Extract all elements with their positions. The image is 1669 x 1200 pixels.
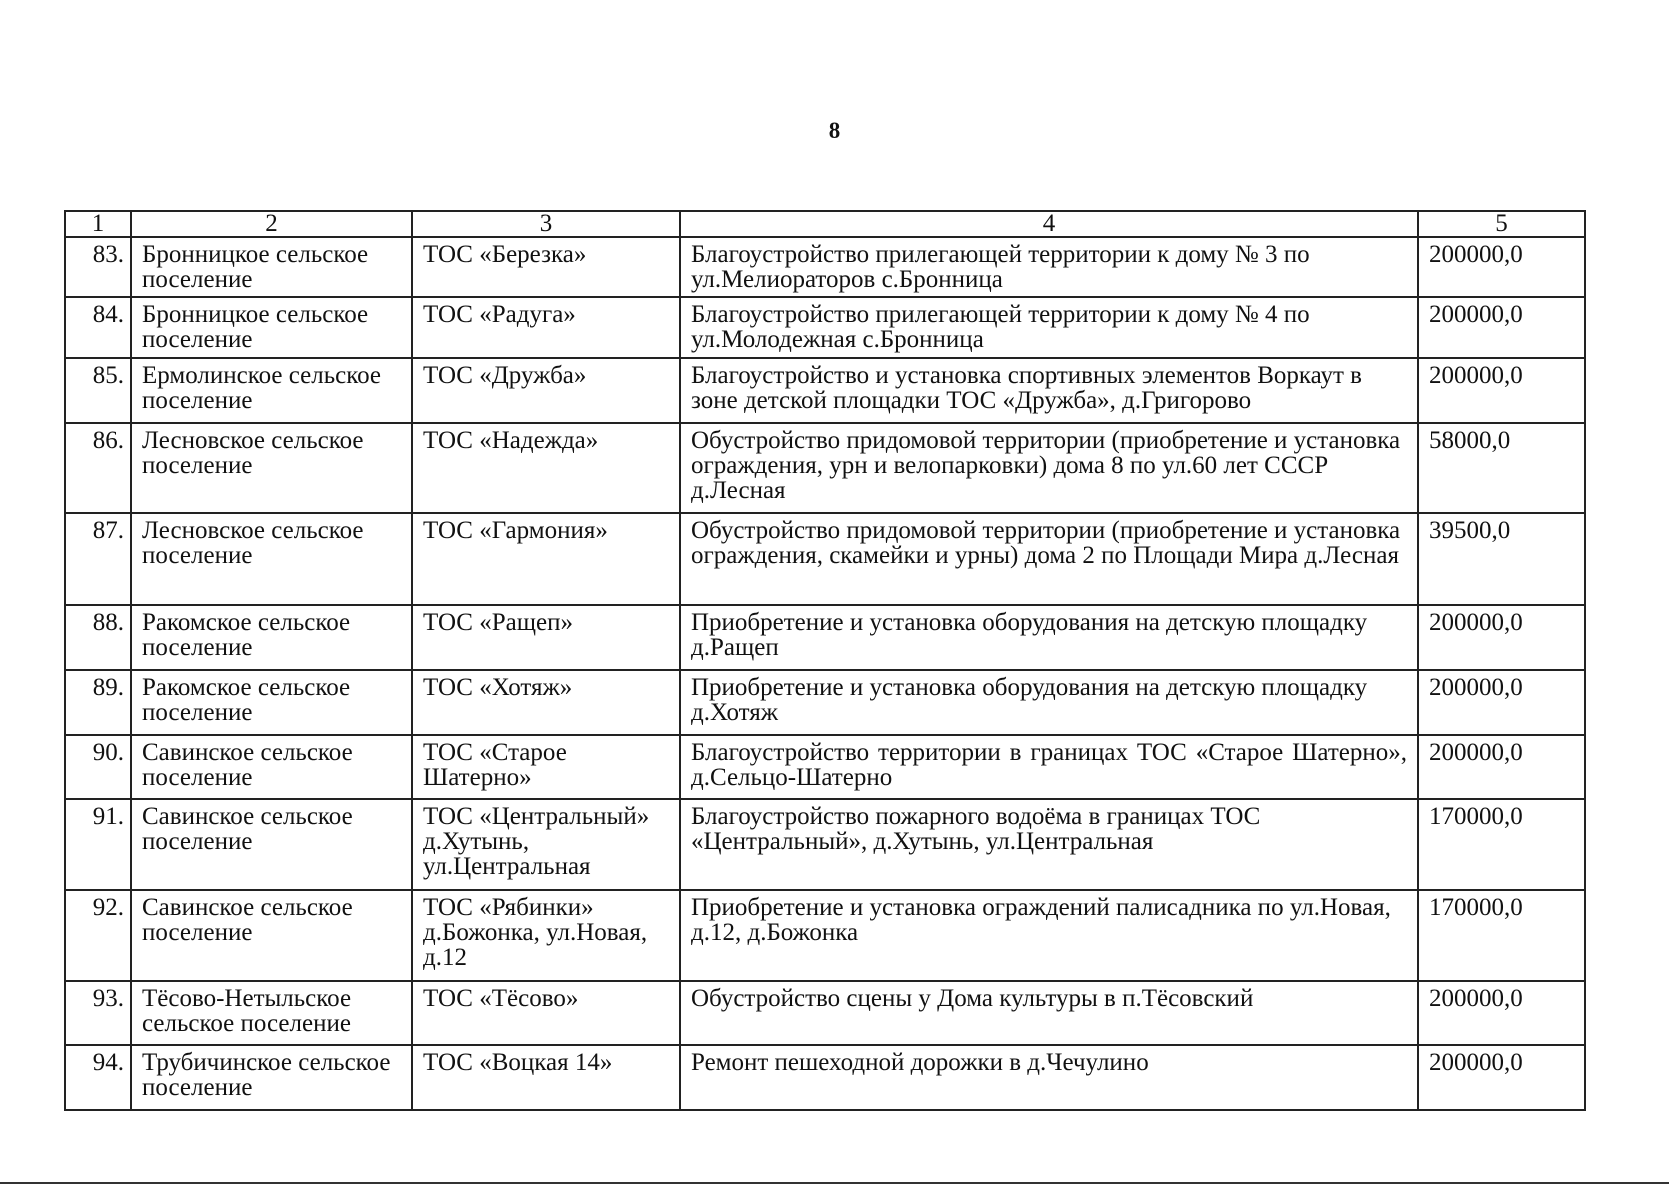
table-row bbox=[65, 358, 1585, 423]
tos-name: ТОС «Гармония» bbox=[412, 513, 680, 605]
settlement-name: Савинское сельское поселение bbox=[131, 799, 412, 890]
table-row bbox=[65, 670, 1585, 735]
row-number: 88. bbox=[65, 605, 131, 670]
grant-amount: 170000,0 bbox=[1418, 890, 1585, 981]
settlement-name: Савинское сельское поселение bbox=[131, 890, 412, 981]
row-number: 94. bbox=[65, 1045, 131, 1110]
table-row bbox=[65, 981, 1585, 1045]
grant-amount: 39500,0 bbox=[1418, 513, 1585, 605]
project-description: Благоустройство пожарного водоёма в границах ТОС «Центральный», д.Хутынь, ул.Центральная bbox=[680, 799, 1418, 890]
table-header-row bbox=[65, 211, 1585, 237]
tos-name: ТОС «Ращеп» bbox=[412, 605, 680, 670]
settlement-name: Ракомское сельское поселение bbox=[131, 670, 412, 735]
grant-amount: 200000,0 bbox=[1418, 735, 1585, 799]
tos-name: ТОС «Тёсово» bbox=[412, 981, 680, 1045]
settlement-name: Лесновское сельское поселение bbox=[131, 423, 412, 513]
row-number: 87. bbox=[65, 513, 131, 605]
project-description: Благоустройство и установка спортивных элементов Воркаут в зоне детской площадки ТОС «Дружба», д.Григорово bbox=[680, 358, 1418, 423]
grant-amount: 200000,0 bbox=[1418, 237, 1585, 297]
table-row bbox=[65, 423, 1585, 513]
table-row bbox=[65, 297, 1585, 358]
settlement-name: Савинское сельское поселение bbox=[131, 735, 412, 799]
grant-amount: 200000,0 bbox=[1418, 297, 1585, 358]
settlement-name: Бронницкое сельское поселение bbox=[131, 237, 412, 297]
tos-name: ТОС «Старое Шатерно» bbox=[412, 735, 680, 799]
tos-name: ТОС «Надежда» bbox=[412, 423, 680, 513]
bottom-divider bbox=[0, 1182, 1669, 1184]
table-row bbox=[65, 237, 1585, 297]
project-description: Ремонт пешеходной дорожки в д.Чечулино bbox=[680, 1045, 1418, 1110]
grant-amount: 170000,0 bbox=[1418, 799, 1585, 890]
project-description: Приобретение и установка оборудования на детскую площадку д.Хотяж bbox=[680, 670, 1418, 735]
page-number: 8 bbox=[828, 118, 841, 143]
grant-amount: 200000,0 bbox=[1418, 981, 1585, 1045]
settlement-name: Трубичинское сельское поселение bbox=[131, 1045, 412, 1110]
header-cell: 3 bbox=[412, 211, 680, 237]
project-description: Приобретение и установка оборудования на детскую площадку д.Ращеп bbox=[680, 605, 1418, 670]
settlement-name: Ракомское сельское поселение bbox=[131, 605, 412, 670]
row-number: 83. bbox=[65, 237, 131, 297]
header-cell: 5 bbox=[1418, 211, 1585, 237]
grants-table bbox=[64, 210, 1586, 1111]
row-number: 84. bbox=[65, 297, 131, 358]
row-number: 85. bbox=[65, 358, 131, 423]
table-row bbox=[65, 513, 1585, 605]
row-number: 91. bbox=[65, 799, 131, 890]
tos-name: ТОС «Радуга» bbox=[412, 297, 680, 358]
settlement-name: Ермолинское сельское поселение bbox=[131, 358, 412, 423]
tos-name: ТОС «Воцкая 14» bbox=[412, 1045, 680, 1110]
project-description: Обустройство сцены у Дома культуры в п.Тёсовский bbox=[680, 981, 1418, 1045]
table-row bbox=[65, 890, 1585, 981]
tos-name: ТОС «Дружба» bbox=[412, 358, 680, 423]
row-number: 93. bbox=[65, 981, 131, 1045]
row-number: 86. bbox=[65, 423, 131, 513]
tos-name: ТОС «Центральный» д.Хутынь, ул.Центральная bbox=[412, 799, 680, 890]
project-description: Благоустройство прилегающей территории к дому № 4 по ул.Молодежная с.Бронница bbox=[680, 297, 1418, 358]
project-description: Обустройство придомовой территории (приобретение и установка ограждения, урн и велопарковки) дома 8 по ул.60 лет СССР д.Лесная bbox=[680, 423, 1418, 513]
grant-amount: 200000,0 bbox=[1418, 1045, 1585, 1110]
project-description: Обустройство придомовой территории (приобретение и установка ограждения, скамейки и урны) дома 2 по Площади Мира д.Лесная bbox=[680, 513, 1418, 605]
header-cell: 4 bbox=[680, 211, 1418, 237]
project-description: Приобретение и установка ограждений палисадника по ул.Новая, д.12, д.Божонка bbox=[680, 890, 1418, 981]
settlement-name: Лесновское сельское поселение bbox=[131, 513, 412, 605]
header-cell: 1 bbox=[65, 211, 131, 237]
grant-amount: 200000,0 bbox=[1418, 605, 1585, 670]
grant-amount: 58000,0 bbox=[1418, 423, 1585, 513]
grant-amount: 200000,0 bbox=[1418, 358, 1585, 423]
table-row bbox=[65, 735, 1585, 799]
grant-amount: 200000,0 bbox=[1418, 670, 1585, 735]
row-number: 92. bbox=[65, 890, 131, 981]
row-number: 89. bbox=[65, 670, 131, 735]
project-description: Благоустройство территории в границах ТОС «Старое Шатерно», д.Сельцо-Шатерно bbox=[680, 735, 1418, 799]
table-row bbox=[65, 799, 1585, 890]
settlement-name: Тёсово-Нетыльское сельское поселение bbox=[131, 981, 412, 1045]
table-row bbox=[65, 605, 1585, 670]
settlement-name: Бронницкое сельское поселение bbox=[131, 297, 412, 358]
table-row bbox=[65, 1045, 1585, 1110]
header-cell: 2 bbox=[131, 211, 412, 237]
row-number: 90. bbox=[65, 735, 131, 799]
project-description: Благоустройство прилегающей территории к дому № 3 по ул.Мелиораторов с.Бронница bbox=[680, 237, 1418, 297]
tos-name: ТОС «Березка» bbox=[412, 237, 680, 297]
tos-name: ТОС «Рябинки» д.Божонка, ул.Новая, д.12 bbox=[412, 890, 680, 981]
tos-name: ТОС «Хотяж» bbox=[412, 670, 680, 735]
